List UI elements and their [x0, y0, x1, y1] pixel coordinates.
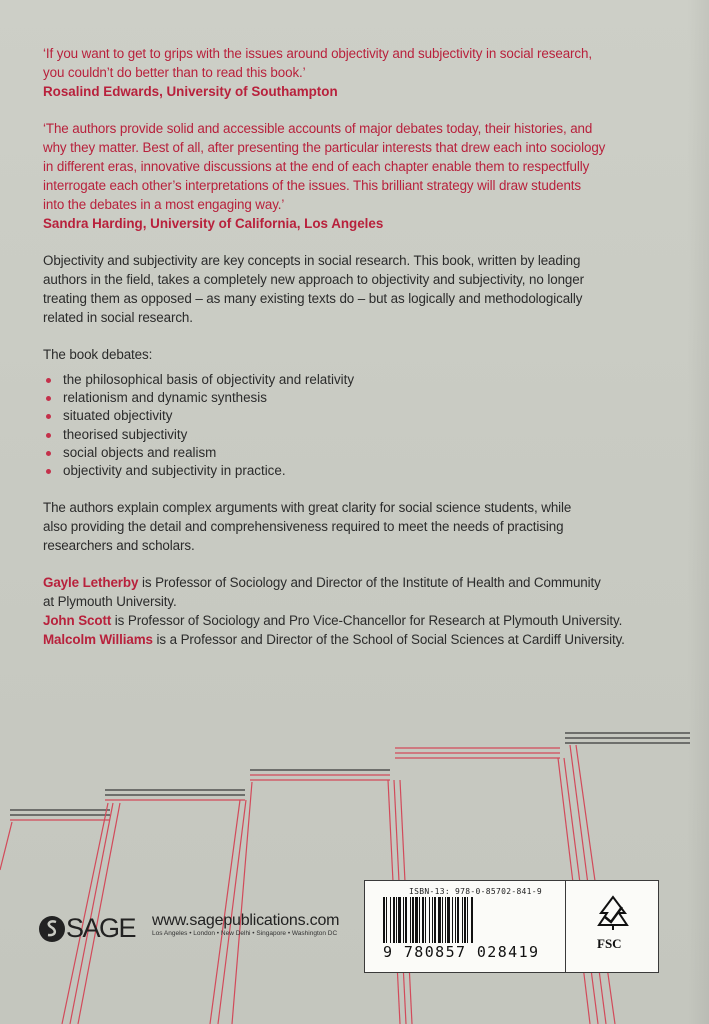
list-item	[43, 407, 673, 425]
closing-paragraph	[43, 498, 673, 555]
author-bio-text: is a Professor and Director of the School of Social Sciences at Cardiff University.	[152, 632, 625, 648]
intro-line: treating them as opposed – as many existing texts do – but as logically and methodologically	[43, 291, 583, 306]
barcode-bar	[410, 897, 411, 943]
barcode-bar	[383, 897, 385, 943]
quote-line: in different eras, innovative discussions at the end of each chapter enable them to respectfully	[43, 159, 590, 174]
barcode-bar	[429, 897, 430, 943]
publisher-cities: Los Angeles • London • New Delhi • Singapore • Washington DC	[152, 930, 338, 937]
barcode-bar	[457, 897, 459, 943]
barcode-bar	[412, 897, 414, 943]
author-bio-text: is Professor of Sociology and Director of the Institute of Health and Community	[138, 575, 601, 591]
bullet-dot-icon	[46, 433, 51, 438]
list-item	[43, 462, 673, 480]
bullet-dot-icon	[46, 451, 51, 456]
author-bio-cont: at Plymouth University.	[43, 594, 177, 610]
barcode-bar	[455, 897, 456, 943]
bullet-dot-icon	[46, 469, 51, 474]
author-name: Gayle Letherby	[43, 575, 139, 591]
barcode-bar	[445, 897, 446, 943]
quote-line: why they matter. Best of all, after presenting the particular interests that drew each into sociology	[43, 140, 606, 155]
debates-list	[43, 371, 673, 480]
debates-heading: The book debates:	[43, 347, 153, 362]
isbn-label: ISBN-13: 978-0-85702-841-9	[409, 887, 543, 896]
list-item	[43, 371, 673, 389]
quote-line: into the debates in a most engaging way.’	[43, 197, 285, 212]
barcode-bar	[471, 897, 473, 943]
list-item-label: objectivity and subjectivity in practice.	[63, 463, 286, 479]
closing-line: also providing the detail and comprehensiveness required to meet the needs of practising	[43, 519, 564, 535]
barcode-bar	[419, 897, 420, 943]
list-item	[43, 426, 673, 444]
barcode-bar	[442, 897, 443, 943]
barcode-bar	[403, 897, 404, 943]
closing-line: researchers and scholars.	[43, 538, 195, 554]
bullet-dot-icon	[46, 396, 51, 401]
author-name: John Scott	[43, 613, 112, 629]
list-item-label: the philosophical basis of objectivity and relativity	[63, 372, 355, 387]
bullet-dot-icon	[46, 414, 51, 419]
cover-edge	[687, 0, 709, 1024]
barcode-bar	[396, 897, 397, 943]
barcode-bar	[422, 897, 424, 943]
barcode-bar	[405, 897, 407, 943]
barcode-bar	[390, 897, 391, 943]
author-bio	[43, 630, 673, 649]
list-item	[43, 389, 673, 407]
quote-author: Sandra Harding, University of California, Los Angeles	[43, 216, 384, 231]
barcode-bar	[467, 897, 468, 943]
barcode-bar	[398, 897, 401, 943]
intro-line: authors in the field, takes a completely new approach to objectivity and subjectivity, no longer	[43, 272, 584, 287]
list-item	[43, 444, 673, 462]
barcode-icon	[383, 897, 551, 943]
barcode-bar	[415, 897, 418, 943]
publisher-logo-text: SAGE	[66, 913, 136, 943]
barcode-bar	[386, 897, 387, 943]
barcode-bar	[462, 897, 463, 943]
barcode-digits: 9 780857 028419	[383, 943, 540, 961]
sage-logo-icon	[38, 912, 68, 946]
publisher-url[interactable]: www.sagepublications.com	[152, 912, 340, 929]
barcode-panel	[364, 880, 659, 973]
barcode-bar	[464, 897, 466, 943]
author-bio	[43, 573, 673, 592]
intro-line: Objectivity and subjectivity are key concepts in social research. This book, written by leading	[43, 253, 581, 268]
cover-text	[43, 44, 673, 667]
fsc-panel	[565, 881, 660, 972]
barcode-bar	[393, 897, 395, 943]
fsc-label: FSC	[597, 936, 622, 951]
quote-block-2	[43, 119, 673, 233]
barcode-bar	[434, 897, 436, 943]
list-item-label: situated objectivity	[63, 408, 173, 424]
barcode-bar	[432, 897, 433, 943]
author-bio	[43, 611, 673, 630]
quote-line: interrogate each other’s interpretations of the issues. This brilliant strategy will draw students	[43, 178, 582, 193]
barcode-bar	[452, 897, 453, 943]
intro-paragraph	[43, 251, 673, 327]
intro-line: related in social research.	[43, 310, 193, 325]
quote-line: you couldn’t do better than to read this book.’	[43, 65, 306, 80]
author-name: Malcolm Williams	[43, 632, 153, 648]
author-bios	[43, 573, 673, 649]
barcode-bar	[438, 897, 441, 943]
list-item-label: social objects and realism	[63, 444, 217, 460]
list-item-label: theorised subjectivity	[63, 426, 188, 442]
barcode-bar	[425, 897, 426, 943]
fsc-tree-checkmark-icon	[593, 893, 633, 933]
closing-line: The authors explain complex arguments with great clarity for social science students, while	[43, 500, 572, 516]
barcode-bar	[447, 897, 450, 943]
quote-line: ‘If you want to get to grips with the issues around objectivity and subjectivity in social research,	[43, 46, 592, 61]
quote-author: Rosalind Edwards, University of Southampton	[43, 84, 338, 99]
bullet-dot-icon	[46, 378, 51, 383]
author-bio-text: is Professor of Sociology and Pro Vice-Chancellor for Research at Plymouth University.	[111, 613, 623, 629]
quote-line: ‘The authors provide solid and accessible accounts of major debates today, their histories, and	[43, 121, 593, 136]
quote-block-1	[43, 44, 673, 101]
list-item-label: relationism and dynamic synthesis	[63, 390, 267, 406]
